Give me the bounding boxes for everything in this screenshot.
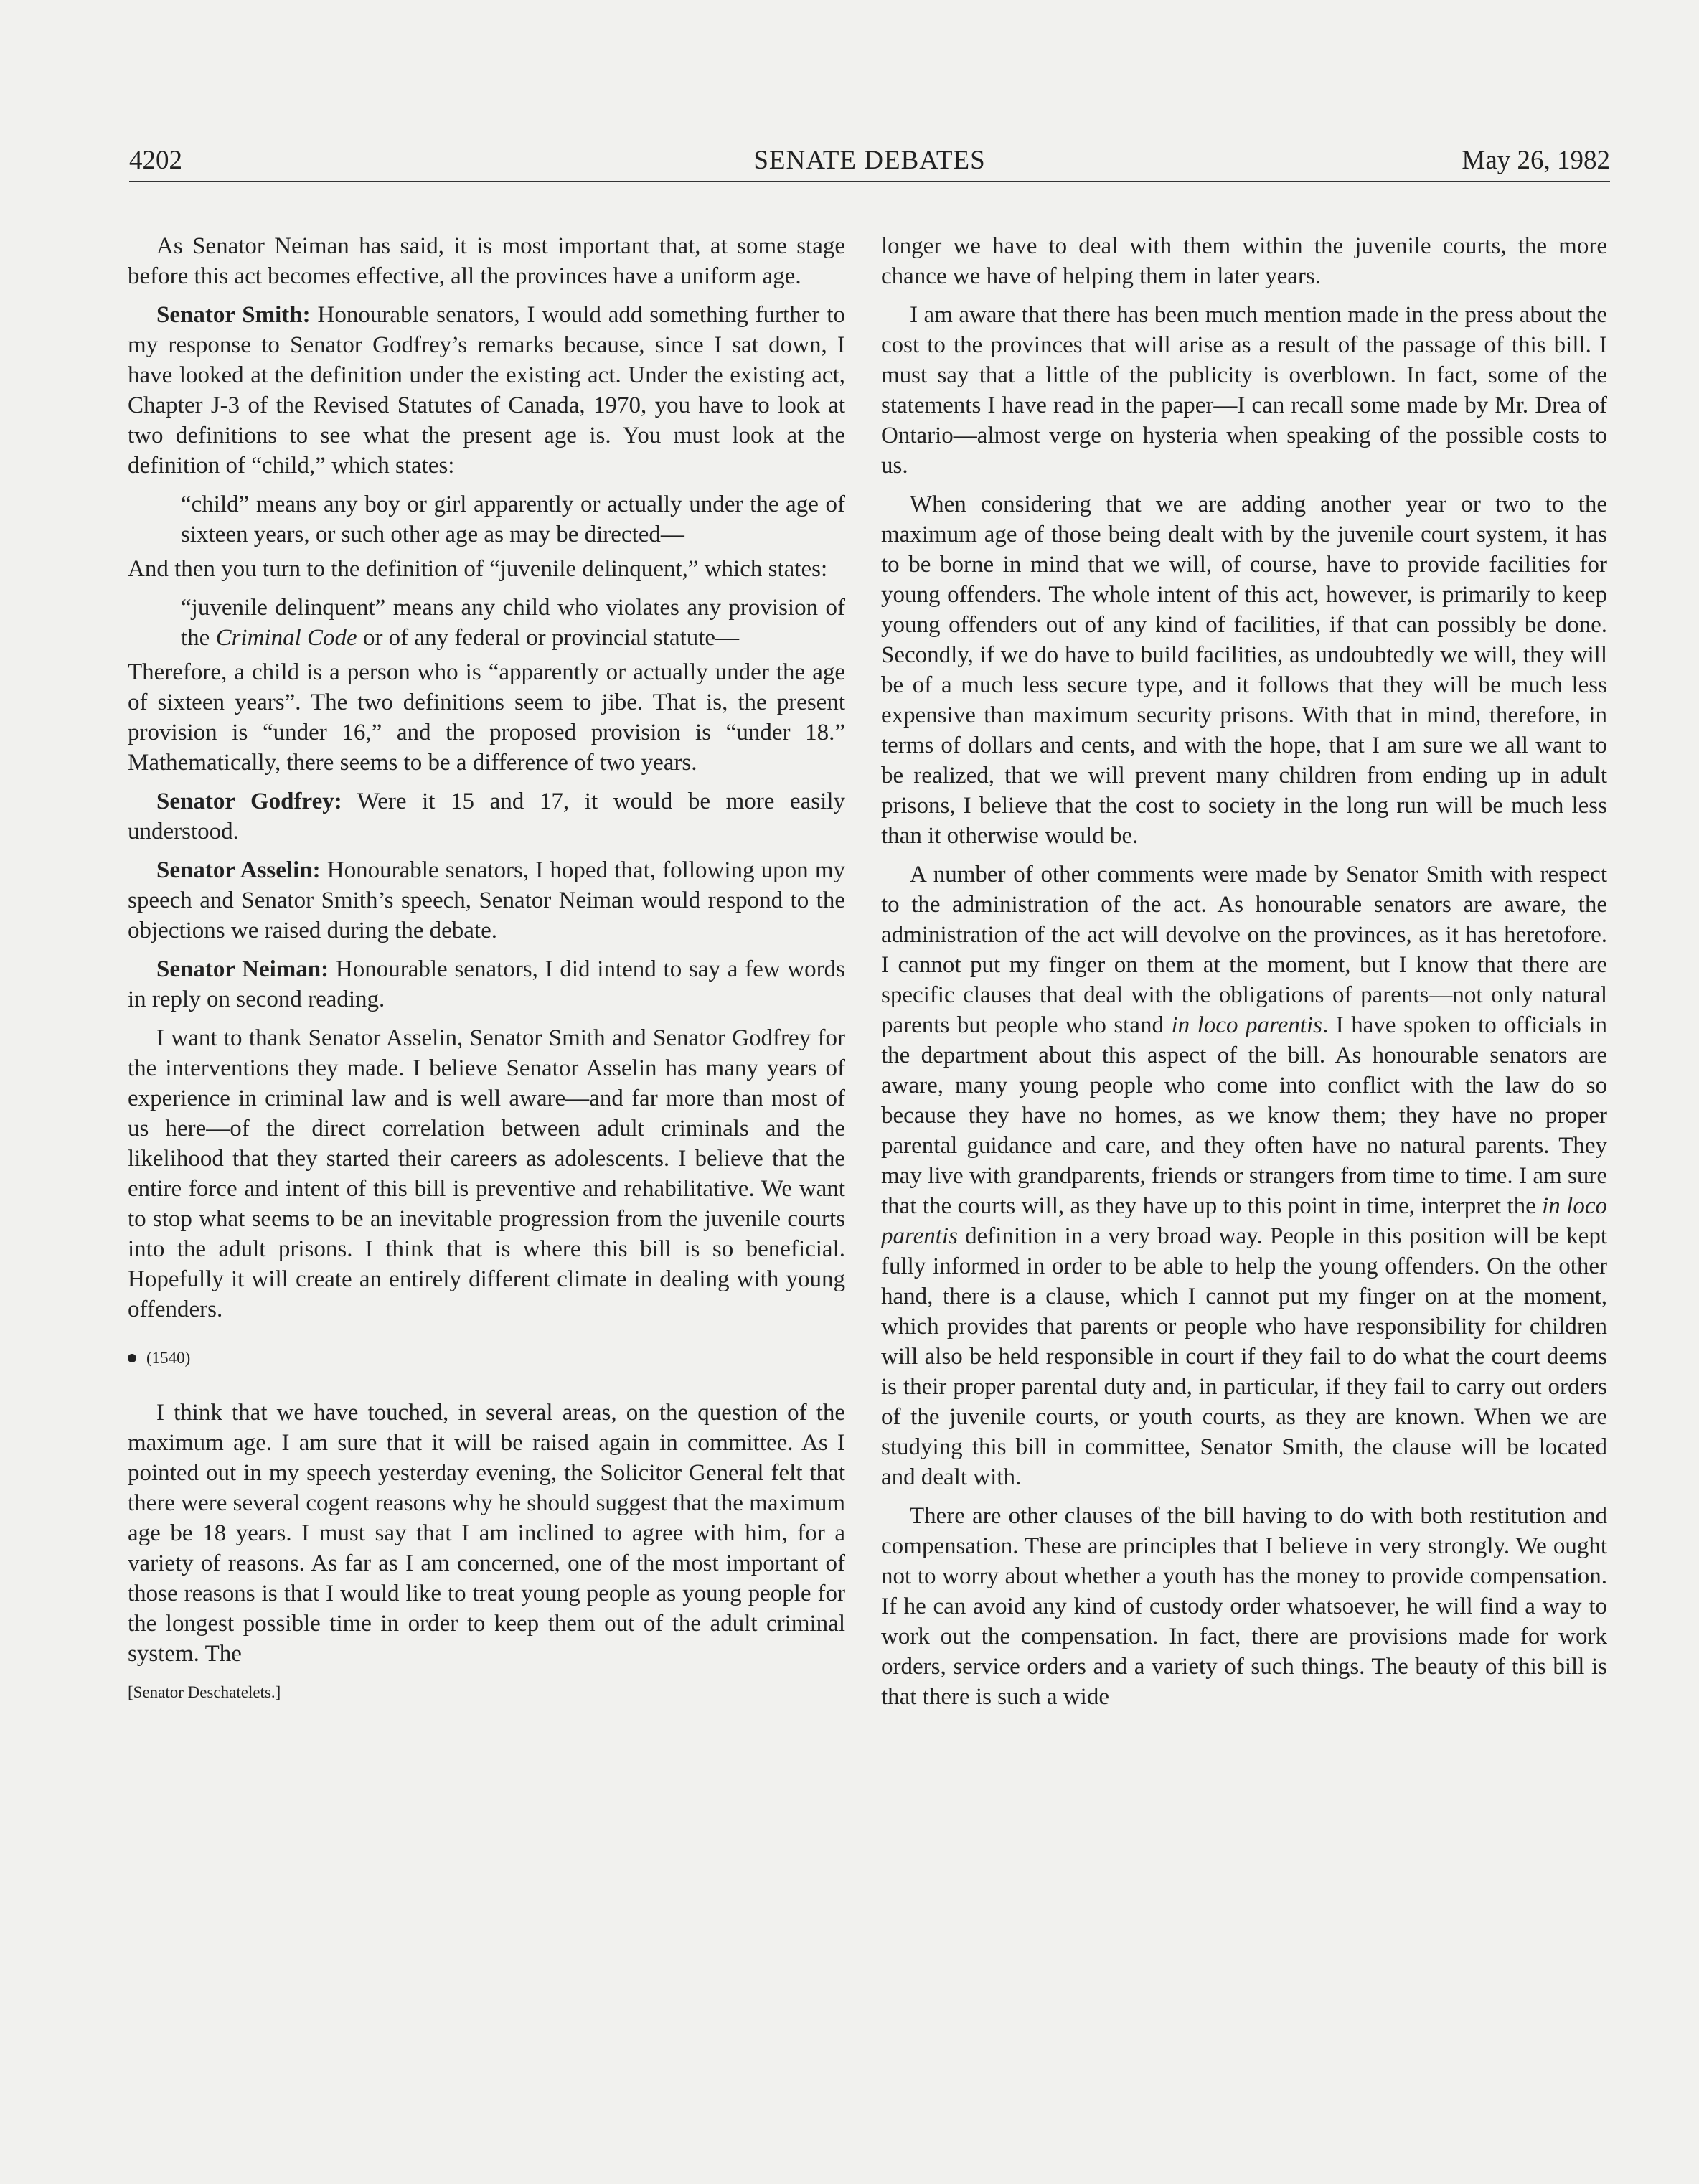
time-marker: (1540) [128,1343,845,1373]
bullet-icon [128,1354,136,1362]
quote-delinquent-definition: “juvenile delinquent” means any child who violates any provision of the Criminal Code or of any federal or provincial statute— [181,595,845,651]
paragraph: There are other clauses of the bill having to do with both restitution and compensation. These are principles that I believe in very strongly. We ought not to worry about whether a youth has the money to provide compensation. If he can avoid any kind of custody order whatsoever, he will find a way to work out the compensation. In fact, there are provisions made for work orders, service orders and a variety of such things. The beauty of this bill is that there is such a wide [881,1503,1607,1710]
paragraph: I am aware that there has been much mention made in the press about the cost to the provinces that will arise as a result of the passage of this bill. I must say that a little of the publicity is overblown. In fact, some of the statements I have read in the paper—I can recall some made by Mr. Drea of Ontario—almost verge on hysteria when speaking of the possible costs to us. [881,302,1607,479]
speech-smith: Senator Smith: Honourable senators, I would add something further to my response to Senator Godfrey’s remarks because, since I sat down, I have looked at the definition under the existing act. Under the existing act, Chapter J-3 of the Revised Statutes of Canada, 1970, you have to look at two definitions to see what the present age is. You must look at the definition of “child,” which states: [128,302,845,479]
page-number: 4202 [129,146,182,175]
speech-godfrey: Senator Godfrey: Were it 15 and 17, it would be more easily understood. [128,789,845,844]
publication-date: May 26, 1982 [1462,146,1610,175]
speech-asselin: Senator Asselin: Honourable senators, I hoped that, following upon my speech and Senator Smith’s speech, Senator Neiman would respond to the objections we raised during the debate. [128,857,845,943]
paragraph: When considering that we are adding another year or two to the maximum age of those being dealt with by the juvenile court system, it has to be borne in mind that we will, of course, have to provide facilities for young offenders. The whole intent of this act, however, is primarily to keep young offenders out of any kind of facilities, if that can possibly be done. Secondly, if we do have to build facilities, as undoubtedly we will, they will be of a much less secure type, and it follows that they will be much less expensive than maximum security prisons. With that in mind, therefore, in terms of dollars and cents, and with the hope, that I am sure we all want to be realized, that we will prevent many children from ending up in adult prisons, I believe that the cost to society in the long run will be much less than it otherwise would be. [881,491,1607,849]
quote-child-definition: “child” means any boy or girl apparently or actually under the age of sixteen years, or such other age as may be directed— [181,491,845,547]
paragraph: A number of other comments were made by Senator Smith with respect to the administration of the act. As honourable senators are aware, the administration of the act will devolve on the provinces, as it has heretofore. I cannot put my finger on them at the moment, but I know that there are specific clauses that deal with the obligations of parents—not only natural parents but people who stand in loco parentis. I have spoken to officials in the department about this aspect of the bill. As honourable senators are aware, many young people who come into conflict with the law do so because they have no homes, as we know them; they have no proper parental guidance and care, and they often have no natural parents. They may live with grandparents, friends or strangers from time to time. I am sure that the courts will, as they have up to this point in time, interpret the in loco parentis definition in a very broad way. People in this position will be kept fully informed in order to be able to help the young offenders. On the other hand, there is a clause, which I cannot put my finger on at the moment, which provides that parents or people who have responsibility for children will also be held responsible in court if they fail to do what the court deems is their proper parental duty and, in particular, if they fail to carry out orders of the juvenile courts, or youth courts, as they are known. When we are studying this bill in committee, Senator Smith, the clause will be located and dealt with. [881,862,1608,1490]
page-header [129,143,1610,182]
speech-neiman: Senator Neiman: Honourable senators, I did intend to say a few words in reply on second reading. [128,956,846,1012]
paragraph: longer we have to deal with them within the juvenile courts, the more chance we have of helping them in later years. [881,233,1607,289]
paragraph: Therefore, a child is a person who is “apparently or actually under the age of sixteen years”. The two definitions seem to jibe. That is, the present provision is “under 16,” and the proposed provision is “under 18.” Mathematically, there seems to be a difference of two years. [128,659,845,776]
publication-title: SENATE DEBATES [753,146,986,175]
left-column [128,231,845,1708]
speaker-name: Senator Asselin: [156,857,321,883]
paragraph: I want to thank Senator Asselin, Senator Smith and Senator Godfrey for the interventions they made. I believe Senator Asselin has many years of experience in criminal law and is well aware—and far more than most of us here—of the direct correlation between adult criminals and the likelihood that they started their careers as adolescents. I believe that the entire force and intent of this bill is preventive and rehabilitative. We want to stop what seems to be an inevitable progression from the juvenile courts into the adult prisons. I think that is where this bill is so beneficial. Hopefully it will create an entirely different climate in dealing with young offenders. [128,1025,845,1322]
paragraph: I think that we have touched, in several areas, on the question of the maximum age. I am sure that it will be raised again in committee. As I pointed out in my speech yesterday evening, the Solicitor General felt that there were several cogent reasons why he should suggest that the maximum age be 18 years. I must say that I am inclined to agree with him, for a variety of reasons. As far as I am concerned, one of the most important of those reasons is that I would like to treat young people as young people for the longest possible time in order to keep them out of the adult criminal system. The [128,1400,845,1667]
speaker-name: Senator Smith: [156,302,311,328]
paragraph: And then you turn to the definition of “juvenile delinquent,” which states: [128,556,828,582]
paragraph: As Senator Neiman has said, it is most important that, at some stage before this act becomes effective, all the provinces have a uniform age. [128,233,845,289]
speaker-name: Senator Neiman: [156,956,329,982]
right-column [881,231,1607,1721]
speaker-name: Senator Godfrey: [156,789,342,814]
footnote: [Senator Deschatelets.] [128,1683,281,1701]
